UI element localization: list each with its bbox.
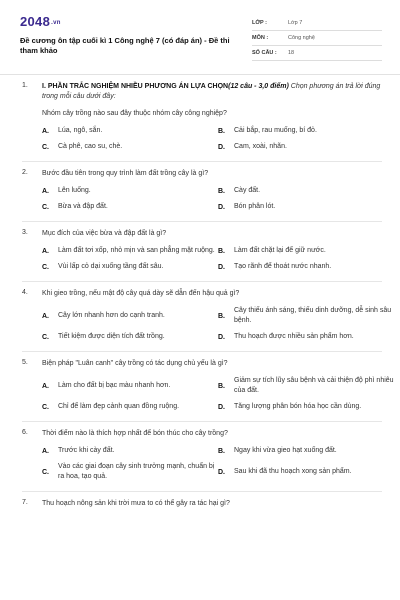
option-text: Bón phân lót. bbox=[234, 203, 276, 210]
option-letter: C. bbox=[42, 468, 49, 476]
option-text: Làm cho đất bị bạc màu nhanh hơn. bbox=[58, 382, 171, 389]
meta-key: MÔN : bbox=[252, 35, 269, 41]
section-title: I. PHẦN TRẮC NGHIỆM NHIỀU PHƯƠNG ÁN LỰA CHỌN bbox=[42, 83, 229, 90]
question-number: 2. bbox=[22, 169, 28, 176]
option-text: Làm đất chặt lại để giữ nước. bbox=[234, 247, 326, 254]
option-b[interactable] bbox=[218, 376, 394, 396]
option-b[interactable] bbox=[218, 126, 394, 136]
option-text: Cây lớn nhanh hơn do cạnh tranh. bbox=[58, 312, 165, 319]
option-text: Cây thiếu ánh sáng, thiếu dinh dưỡng, dễ sinh sâu bệnh. bbox=[234, 307, 392, 324]
option-letter: A. bbox=[42, 247, 49, 255]
option-letter: A. bbox=[42, 312, 49, 320]
question-divider bbox=[22, 351, 382, 352]
meta-value: Công nghệ bbox=[288, 35, 315, 41]
question-number bbox=[22, 109, 42, 119]
option-text: Bừa và đập đất. bbox=[58, 203, 108, 210]
options bbox=[42, 126, 382, 152]
option-text: Tăng lượng phân bón hóa học cần dùng. bbox=[234, 403, 362, 410]
option-text: Cày đất. bbox=[234, 187, 261, 194]
question-text: Mục đích của việc bừa và đập đất là gì? bbox=[42, 230, 167, 237]
option-d[interactable] bbox=[218, 262, 394, 272]
option-text: Lúa, ngô, sắn. bbox=[58, 127, 103, 134]
option-letter: A. bbox=[42, 187, 49, 195]
question-number: 6. bbox=[22, 429, 28, 436]
option-letter: C. bbox=[42, 263, 49, 271]
question-number: 1. bbox=[22, 82, 28, 89]
question-divider bbox=[22, 421, 382, 422]
option-text: Giảm sự tích lũy sâu bệnh và cải thiện độ phì nhiêu của đất. bbox=[234, 377, 394, 394]
option-a[interactable] bbox=[42, 446, 218, 456]
options bbox=[42, 376, 394, 412]
question bbox=[22, 359, 382, 369]
meta-row-subject bbox=[252, 31, 382, 46]
option-letter: D. bbox=[218, 203, 225, 211]
option-letter: D. bbox=[218, 143, 225, 151]
option-text: Vào các giai đoạn cây sinh trưởng mạnh, chuẩn bị ra hoa, tạo quả. bbox=[58, 463, 215, 480]
option-b[interactable] bbox=[218, 246, 394, 256]
question-text: Khi gieo trồng, nếu mật độ cây quá dày sẽ dẫn đến hậu quả gì? bbox=[42, 290, 240, 297]
question-number: 3. bbox=[22, 229, 28, 236]
option-letter: C. bbox=[42, 333, 49, 341]
option-letter: B. bbox=[218, 447, 225, 455]
option-d[interactable] bbox=[218, 202, 394, 212]
question-text: Biện pháp "Luân canh" cây trồng có tác dụng chủ yếu là gì? bbox=[42, 360, 228, 367]
meta-value: Lớp 7 bbox=[288, 20, 303, 26]
option-text: Trước khi cày đất. bbox=[58, 447, 115, 454]
question-list bbox=[22, 82, 394, 509]
meta-value: 18 bbox=[288, 50, 295, 56]
header-divider bbox=[0, 74, 400, 75]
question-divider bbox=[22, 161, 382, 162]
document-title: Đề cương ôn tập cuối kì 1 Công nghệ 7 (có đáp án) - Đề thi tham khảo bbox=[20, 36, 230, 55]
meta-row-class bbox=[252, 16, 382, 31]
option-c[interactable] bbox=[42, 462, 218, 482]
option-letter: D. bbox=[218, 333, 225, 341]
option-b[interactable] bbox=[218, 186, 394, 196]
option-c[interactable] bbox=[42, 142, 218, 152]
question-number: 4. bbox=[22, 289, 28, 296]
option-text: Tiết kiệm được diện tích đất trồng. bbox=[58, 333, 165, 340]
option-d[interactable] bbox=[218, 402, 394, 412]
option-d[interactable] bbox=[218, 462, 394, 482]
option-c[interactable] bbox=[42, 332, 218, 342]
option-text: Cải bắp, rau muống, bí đỏ. bbox=[234, 127, 317, 134]
question bbox=[22, 109, 382, 119]
section-instruction-text: Chọn phương án trả lời đúng trong mỗi câu dưới đây: bbox=[42, 83, 381, 100]
option-c[interactable] bbox=[42, 202, 218, 212]
option-d[interactable] bbox=[218, 142, 394, 152]
section-instruction bbox=[42, 82, 382, 102]
option-a[interactable] bbox=[42, 126, 218, 136]
logo-text: 2048 bbox=[20, 14, 51, 29]
option-a[interactable] bbox=[42, 306, 218, 326]
option-letter: B. bbox=[218, 382, 225, 390]
meta-row-count bbox=[252, 46, 382, 61]
option-text: Tạo rãnh để thoát nước nhanh. bbox=[234, 263, 332, 270]
question-divider bbox=[22, 491, 382, 492]
options bbox=[42, 446, 382, 482]
meta-key: SỐ CÂU : bbox=[252, 50, 277, 56]
question-divider bbox=[22, 281, 382, 282]
option-text: Thu hoạch được nhiều sản phẩm hơn. bbox=[234, 333, 354, 340]
question bbox=[22, 499, 382, 509]
question-text: Nhóm cây trồng nào sau đây thuộc nhóm cây công nghiệp? bbox=[42, 110, 227, 117]
question-number: 5. bbox=[22, 359, 28, 366]
option-letter: A. bbox=[42, 382, 49, 390]
logo-suffix: .vn bbox=[51, 19, 61, 26]
option-text: Sau khi đã thu hoạch xong sản phẩm. bbox=[234, 468, 352, 475]
section-score: (12 câu - 3,0 điểm) bbox=[228, 83, 289, 90]
option-text: Cà phê, cao su, chè. bbox=[58, 143, 123, 150]
options bbox=[42, 186, 382, 212]
option-a[interactable] bbox=[42, 376, 218, 396]
options bbox=[42, 246, 382, 272]
option-letter: B. bbox=[218, 247, 225, 255]
question-text: Bước đầu tiên trong quy trình làm đất trồng cây là gì? bbox=[42, 170, 209, 177]
option-letter: C. bbox=[42, 143, 49, 151]
option-d[interactable] bbox=[218, 332, 394, 342]
option-letter: D. bbox=[218, 468, 225, 476]
header bbox=[20, 12, 382, 70]
option-letter: B. bbox=[218, 312, 225, 320]
question-text: Thời điểm nào là thích hợp nhất để bón thúc cho cây trồng? bbox=[42, 430, 228, 437]
option-letter: B. bbox=[218, 187, 225, 195]
question-number: 7. bbox=[22, 499, 28, 506]
option-text: Lên luống. bbox=[58, 187, 91, 194]
option-c[interactable] bbox=[42, 262, 218, 272]
option-c[interactable] bbox=[42, 402, 218, 412]
section-header bbox=[22, 82, 382, 102]
option-letter: C. bbox=[42, 203, 49, 211]
option-letter: C. bbox=[42, 403, 49, 411]
option-text: Ngay khi vừa gieo hạt xuống đất. bbox=[234, 447, 337, 454]
site-logo[interactable] bbox=[20, 14, 61, 29]
question-divider bbox=[22, 221, 382, 222]
option-b[interactable] bbox=[218, 446, 394, 456]
question-text: Thu hoạch nông sản khi trời mưa to có thể gây ra tác hại gì? bbox=[42, 500, 230, 507]
option-letter: A. bbox=[42, 447, 49, 455]
option-b[interactable] bbox=[218, 306, 394, 326]
option-letter: D. bbox=[218, 403, 225, 411]
question bbox=[22, 289, 382, 299]
option-letter: D. bbox=[218, 263, 225, 271]
option-letter: A. bbox=[42, 127, 49, 135]
meta-key: LỚP : bbox=[252, 20, 267, 26]
option-a[interactable] bbox=[42, 186, 218, 196]
option-text: Làm đất tơi xốp, nhỏ mịn và san phẳng mặt ruộng. bbox=[58, 247, 215, 254]
option-a[interactable] bbox=[42, 246, 218, 256]
option-text: Chỉ để làm đẹp cảnh quan đồng ruộng. bbox=[58, 403, 180, 410]
document-meta bbox=[252, 16, 382, 61]
option-text: Vùi lấp cỏ dại xuống tầng đất sâu. bbox=[58, 263, 164, 270]
options bbox=[42, 306, 392, 342]
question bbox=[22, 169, 382, 179]
option-text: Cam, xoài, nhãn. bbox=[234, 143, 287, 150]
question bbox=[22, 429, 382, 439]
option-letter: B. bbox=[218, 127, 225, 135]
question bbox=[22, 229, 382, 239]
